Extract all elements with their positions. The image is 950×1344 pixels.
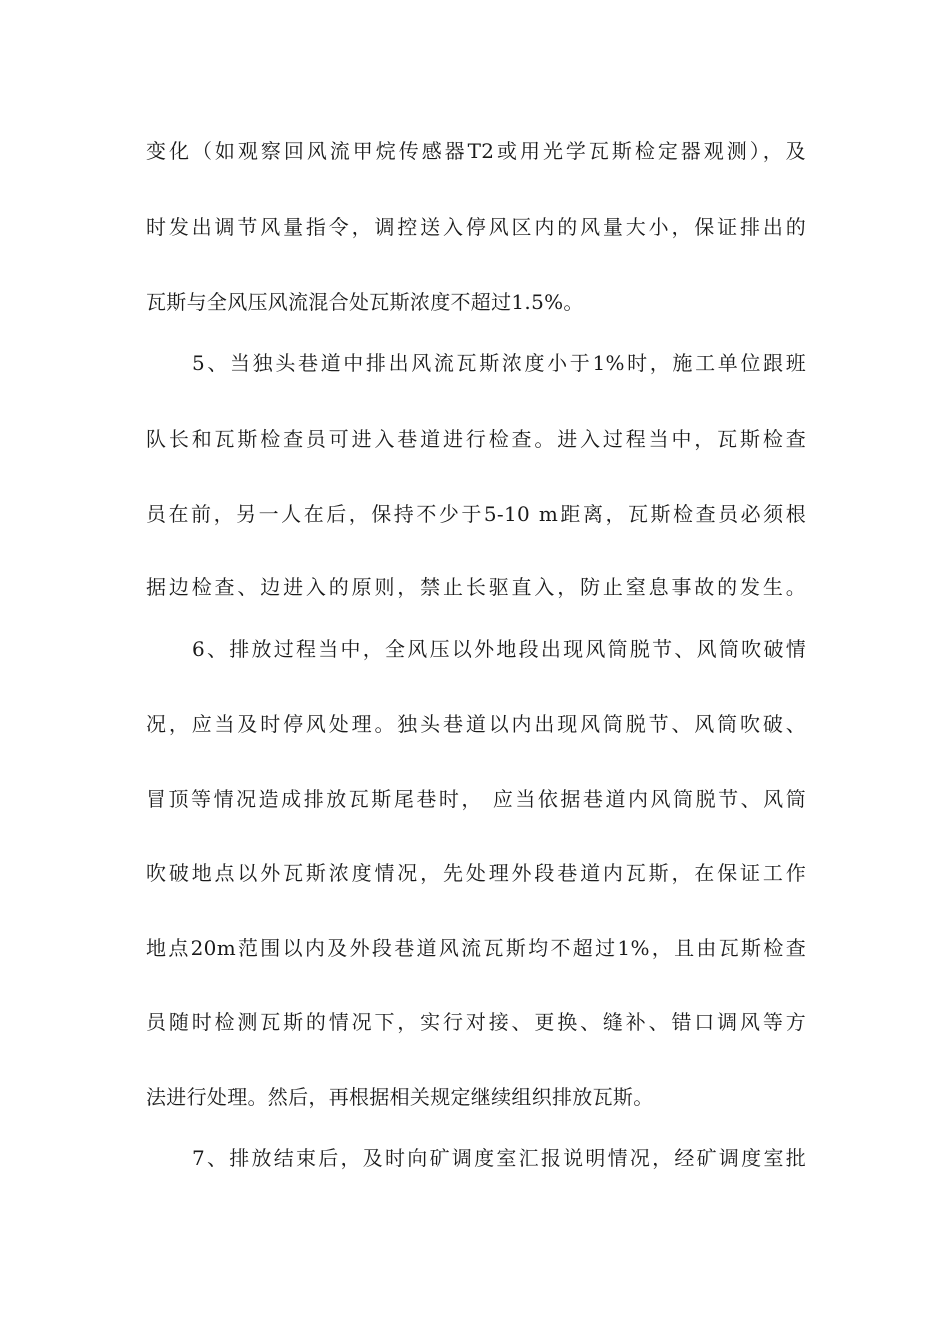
text-line: 瓦斯与全风压风流混合处瓦斯浓度不超过1.5%。	[146, 290, 584, 314]
text-line: 冒顶等情况造成排放瓦斯尾巷时， 应当依据巷道内风筒脱节、风筒	[146, 787, 806, 811]
text-line: 变化（如观察回风流甲烷传感器T2或用光学瓦斯检定器观测），及	[146, 139, 806, 163]
text-line: 吹破地点以外瓦斯浓度情况，先处理外段巷道内瓦斯，在保证工作	[146, 861, 806, 885]
paragraph-start-line: 7、排放结束后，及时向矿调度室汇报说明情况，经矿调度室批	[192, 1146, 806, 1170]
paragraph-start-line: 6、排放过程当中，全风压以外地段出现风筒脱节、风筒吹破情	[192, 637, 806, 661]
text-line: 时发出调节风量指令，调控送入停风区内的风量大小，保证排出的	[146, 215, 806, 239]
text-line: 队长和瓦斯检查员可进入巷道进行检查。进入过程当中，瓦斯检查	[146, 427, 806, 451]
text-line: 员在前，另一人在后，保持不少于5-10 m距离，瓦斯检查员必须根	[146, 502, 806, 526]
paragraph-start-line: 5、当独头巷道中排出风流瓦斯浓度小于1%时，施工单位跟班	[192, 351, 806, 375]
text-line: 员随时检测瓦斯的情况下，实行对接、更换、缝补、错口调风等方	[146, 1010, 806, 1034]
text-line: 况，应当及时停风处理。独头巷道以内出现风筒脱节、风筒吹破、	[146, 712, 806, 736]
text-line: 地点20m范围以内及外段巷道风流瓦斯均不超过1%，且由瓦斯检查	[146, 936, 806, 960]
text-line: 法进行处理。然后，再根据相关规定继续组织排放瓦斯。	[146, 1085, 654, 1109]
text-line: 据边检查、边进入的原则，禁止长驱直入，防止窒息事故的发生。	[146, 575, 806, 599]
